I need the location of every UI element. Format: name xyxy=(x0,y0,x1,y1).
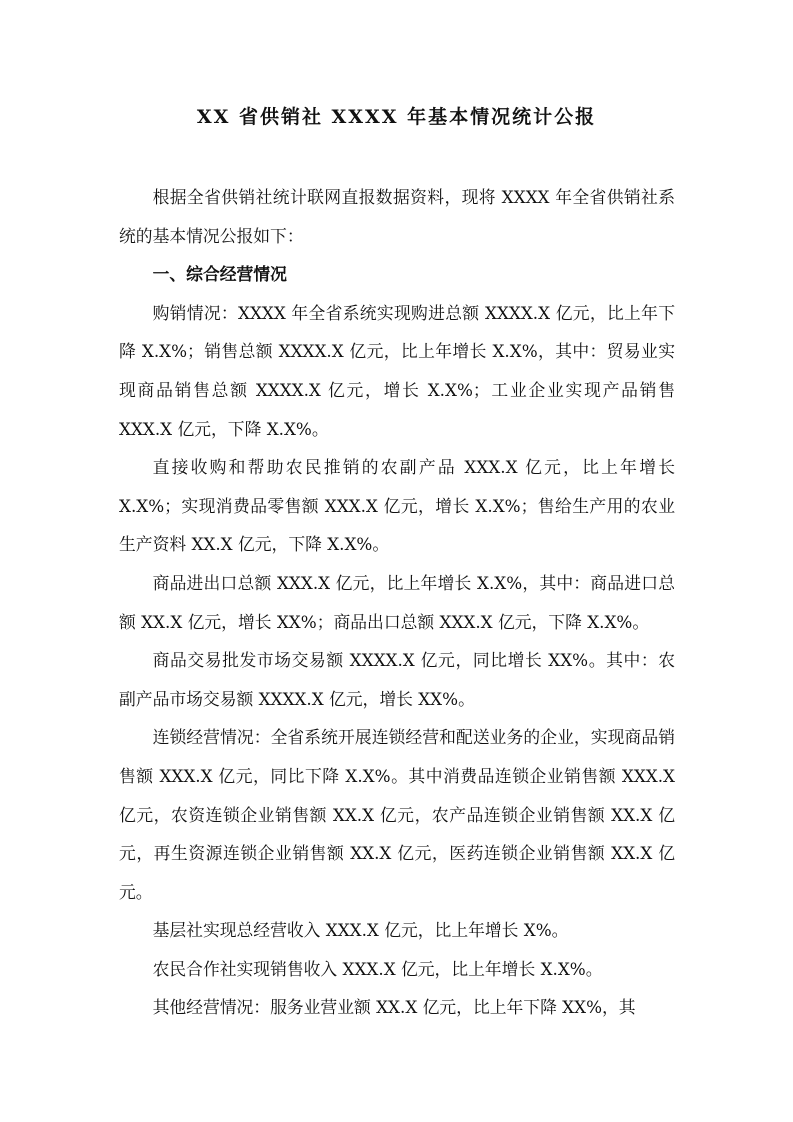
paragraph-farm-products: 直接收购和帮助农民推销的农副产品 XXX.X 亿元，比上年增长 X.X%；实现消费品零售额 XXX.X 亿元，增长 X.X%；售给生产用的农业生产资料 XX.X 亿元，下降 X.X%。 xyxy=(119,457,675,555)
paragraph-purchase-sales: 购销情况：XXXX 年全省系统实现购进总额 XXXX.X 亿元，比上年下降 X.X%；销售总额 XXXX.X 亿元，比上年增长 X.X%，其中：贸易业实现商品销售总额 XXXX.X 亿元，增长 X.X%；工业企业实现产品销售 XXX.X 亿元，下降 X.X%。 xyxy=(119,302,675,439)
document-body xyxy=(119,178,675,1027)
paragraph-grassroots-coop: 基层社实现总经营收入 XXX.X 亿元，比上年增长 X%。 xyxy=(152,920,569,941)
intro-paragraph: 根据全省供销社统计联网直报数据资料，现将 XXXX 年全省供销社系统的基本情况公报如下： xyxy=(119,187,675,246)
paragraph-import-export: 商品进出口总额 XXX.X 亿元，比上年增长 X.X%，其中：商品进口总额 XX.X 亿元，增长 XX%；商品出口总额 XXX.X 亿元，下降 X.X%。 xyxy=(119,572,675,632)
paragraph-chain-operation: 连锁经营情况：全省系统开展连锁经营和配送业务的企业，实现商品销售额 XXX.X 亿元，同比下降 X.X%。其中消费品连锁企业销售额 XXX.X 亿元，农资连锁企业销售额 XX.X 亿元，农产品连锁企业销售额 XX.X 亿元，再生资源连锁企业销售额 XX.X 亿元，医药连锁企业销售额 XX.X 亿元。 xyxy=(119,727,675,902)
section-heading: 一、综合经营情况 xyxy=(152,264,287,285)
paragraph-wholesale-market: 商品交易批发市场交易额 XXXX.X 亿元，同比增长 XX%。其中：农副产品市场交易额 XXXX.X 亿元，增长 XX%。 xyxy=(119,650,675,709)
document-title: XX 省供销社 XXXX 年基本情况统计公报 xyxy=(196,106,597,128)
paragraph-other-operation: 其他经营情况：服务业营业额 XX.X 亿元，比上年下降 XX%，其 xyxy=(152,997,636,1018)
paragraph-farmer-coop: 农民合作社实现销售收入 XXX.X 亿元，比上年增长 X.X%。 xyxy=(152,958,603,979)
